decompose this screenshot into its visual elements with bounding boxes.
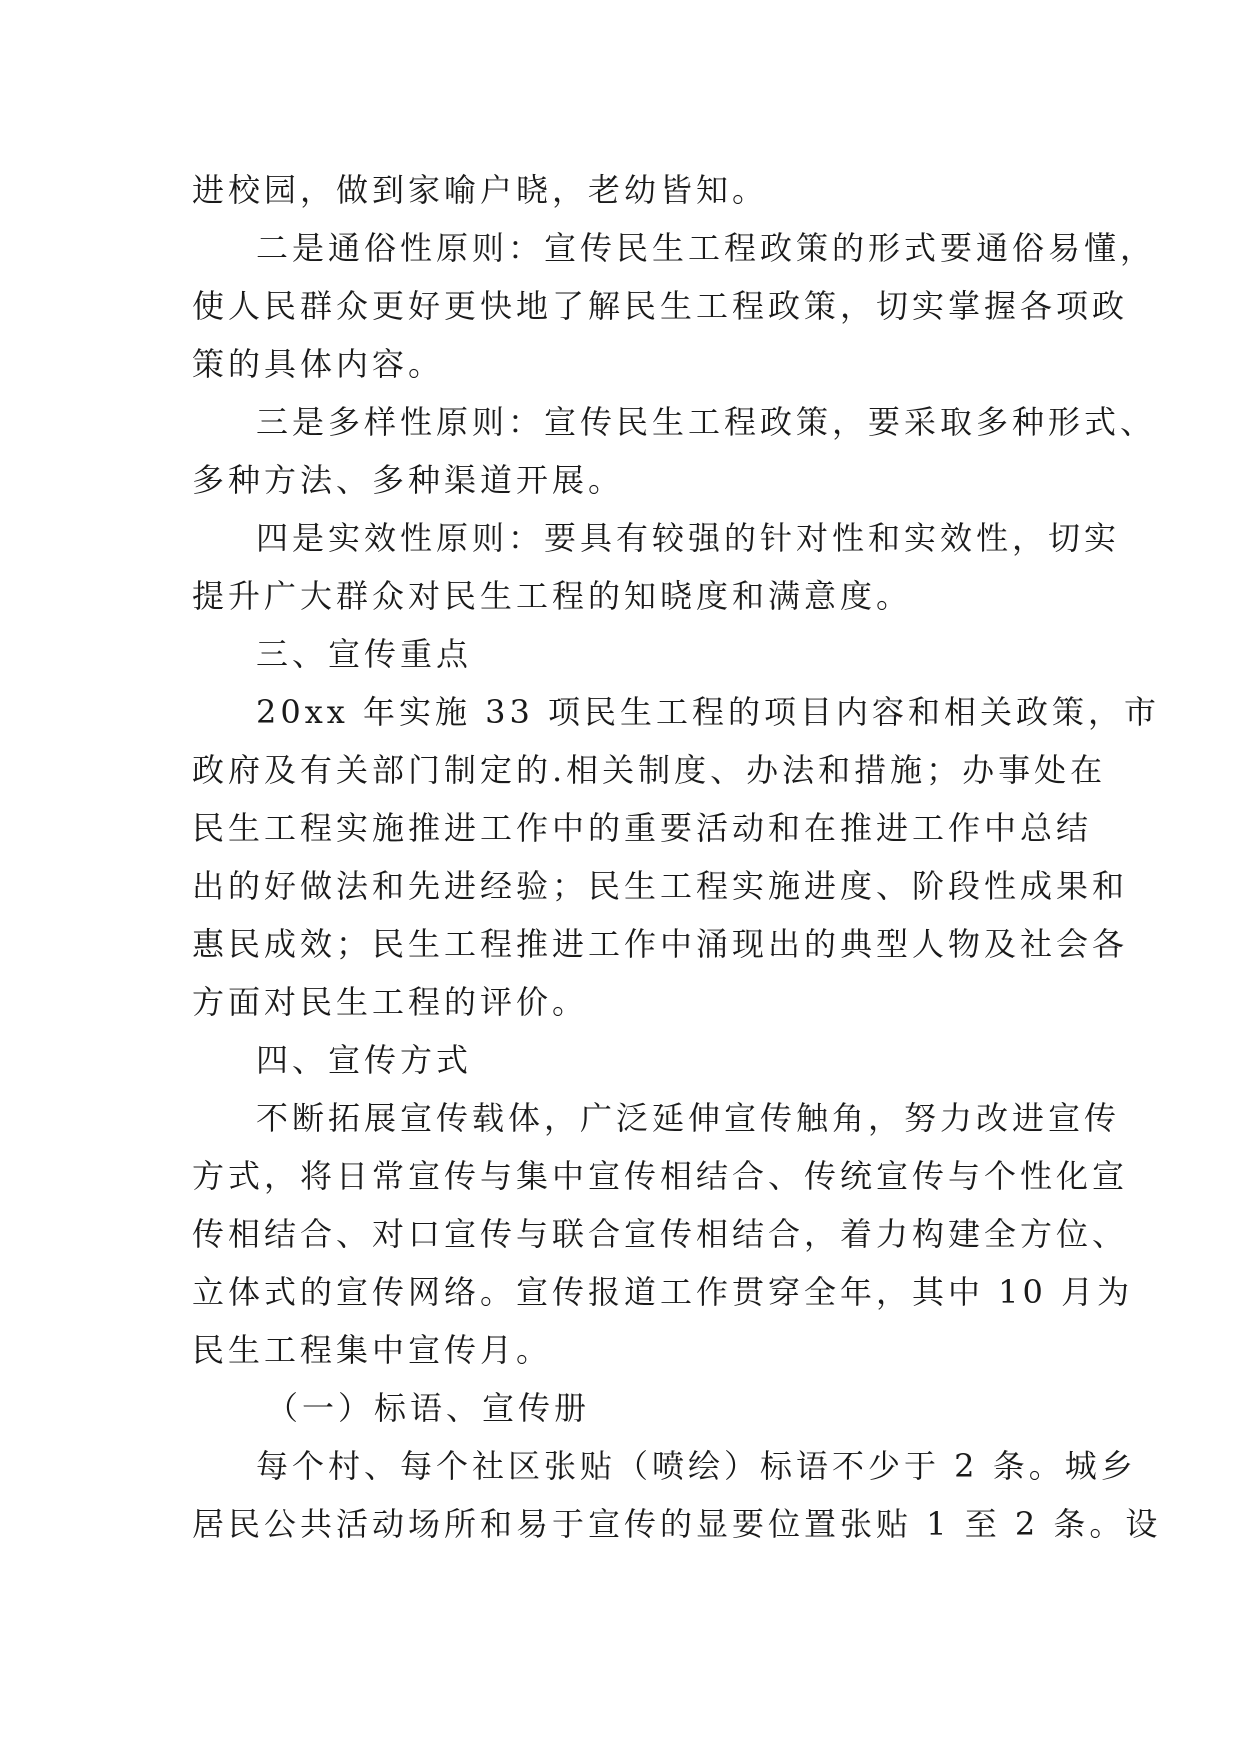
- paragraph-line: 方面对民生工程的评价。: [192, 983, 589, 1021]
- paragraph-line: 20xx 年实施 33 项民生工程的项目内容和相关政策，市: [256, 693, 1161, 731]
- paragraph-line: 三是多样性原则：宣传民生工程政策，要采取多种形式、: [256, 403, 1157, 441]
- paragraph-line: 每个村、每个社区张贴（喷绘）标语不少于 2 条。城乡: [256, 1447, 1137, 1485]
- paragraph-line: 二是通俗性原则：宣传民生工程政策的形式要通俗易懂，: [256, 229, 1157, 267]
- paragraph-line: 不断拓展宣传载体，广泛延伸宣传触角，努力改进宣传: [256, 1099, 1121, 1137]
- paragraph-line: 民生工程实施推进工作中的重要活动和在推进工作中总结: [192, 809, 1093, 847]
- paragraph-line: 方式，将日常宣传与集中宣传相结合、传统宣传与个性化宣: [192, 1157, 1129, 1195]
- paragraph-line: 居民公共活动场所和易于宣传的显要位置张贴 1 至 2 条。设: [192, 1505, 1162, 1543]
- section-heading: 四、宣传方式: [256, 1041, 473, 1079]
- paragraph-line: 出的好做法和先进经验；民生工程实施进度、阶段性成果和: [192, 867, 1129, 905]
- paragraph-line: 立体式的宣传网络。宣传报道工作贯穿全年，其中 10 月为: [192, 1273, 1134, 1311]
- subsection-heading: （一）标语、宣传册: [266, 1389, 591, 1427]
- paragraph-line: 使人民群众更好更快地了解民生工程政策，切实掌握各项政: [192, 287, 1129, 325]
- paragraph-line: 惠民成效；民生工程推进工作中涌现出的典型人物及社会各: [192, 925, 1129, 963]
- paragraph-line: 传相结合、对口宣传与联合宣传相结合，着力构建全方位、: [192, 1215, 1129, 1253]
- paragraph-line: 政府及有关部门制定的.相关制度、办法和措施；办事处在: [192, 751, 1107, 789]
- section-heading: 三、宣传重点: [256, 635, 473, 673]
- paragraph-line: 民生工程集中宣传月。: [192, 1331, 553, 1369]
- paragraph-line: 提升广大群众对民生工程的知晓度和满意度。: [192, 577, 913, 615]
- paragraph-line: 进校园，做到家喻户晓，老幼皆知。: [192, 171, 769, 209]
- paragraph-line: 策的具体内容。: [192, 345, 445, 383]
- paragraph-line: 多种方法、多种渠道开展。: [192, 461, 625, 499]
- paragraph-line: 四是实效性原则：要具有较强的针对性和实效性，切实: [256, 519, 1121, 557]
